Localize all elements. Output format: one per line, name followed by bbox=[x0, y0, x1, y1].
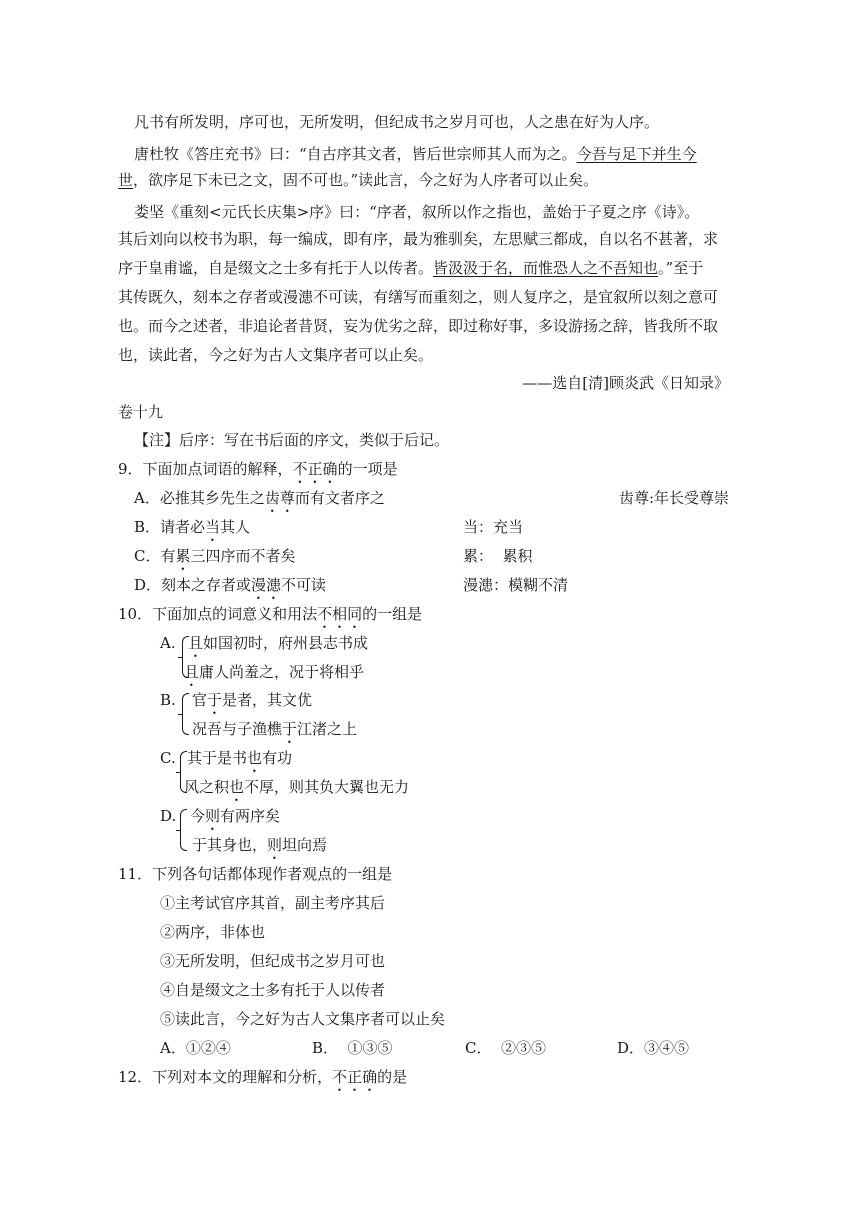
option-text: 庸人尚羞之，况于将相乎 bbox=[199, 663, 365, 681]
passage-paragraph-1: 凡书有所发明，序可也，无所发明，但纪成书之岁月可也，人之患在好为人序。 bbox=[134, 113, 660, 131]
passage-paragraph-3-line-4: 其传既久，刻本之存者或漫漶不可读，有缮写而重刻之，则人复序之，是宜叙所以刻之意可 bbox=[118, 288, 719, 306]
question-10-group-d-label: D. bbox=[160, 807, 177, 825]
dotted-word: 齿尊 bbox=[264, 489, 295, 507]
question-10-group-b-line-1 bbox=[192, 690, 312, 718]
question-12-stem bbox=[118, 1067, 407, 1095]
question-9-option-a bbox=[134, 488, 385, 516]
passage-text: 序于皇甫谧，自是缀文之士多有托于人以传者。 bbox=[118, 259, 434, 277]
passage-source-continued: 卷十九 bbox=[118, 403, 164, 421]
passage-text: ，欲序足下未已之文，固不可也。”读此言，今之好为人序者可以止矣。 bbox=[133, 171, 599, 189]
underlined-sentence: 世 bbox=[118, 171, 134, 189]
question-11-item-1: ①主考试官序其首，副主考序其后 bbox=[160, 894, 386, 912]
option-label: B．请者必 bbox=[134, 518, 206, 536]
dotted-word: 累 bbox=[175, 547, 191, 565]
option-text: 而有文者序之 bbox=[294, 489, 385, 507]
stem-text: 的是 bbox=[377, 1068, 408, 1086]
option-text: 今 bbox=[190, 807, 206, 825]
question-10-group-a-label: A. bbox=[160, 634, 176, 652]
dotted-word: 则 bbox=[205, 807, 221, 825]
passage-paragraph-3-line-1: 娄坚《重刻<元氏长庆集>序》曰：“序者，叙所以作之指也，盖始于子夏之序《诗》。 bbox=[134, 203, 700, 221]
option-text: 况吾与子渔樵 bbox=[192, 720, 283, 738]
question-10-group-c-label: C. bbox=[160, 749, 176, 767]
dotted-word: 且 bbox=[188, 634, 204, 652]
option-text: 是者，其文优 bbox=[222, 691, 313, 709]
question-10-group-d-line-2 bbox=[192, 835, 327, 863]
option-text: 坦向焉 bbox=[282, 836, 328, 854]
dotted-word: 且 bbox=[184, 663, 200, 681]
dotted-word: 于 bbox=[282, 720, 298, 738]
option-text: 官 bbox=[192, 691, 208, 709]
dotted-word: 漫漶 bbox=[251, 576, 282, 594]
question-11-item-5: ⑤读此言，今之好为古人文集序者可以止矣 bbox=[160, 1010, 446, 1028]
question-10-group-b-label: B. bbox=[160, 691, 176, 709]
brace-icon bbox=[182, 693, 189, 735]
emphasized-text: 不正确 bbox=[332, 1068, 378, 1086]
option-text: 其于是书 bbox=[187, 749, 248, 767]
option-label: A．必推其乡先生之 bbox=[134, 489, 265, 507]
question-10-group-b-line-2 bbox=[192, 719, 357, 747]
stem-text: 的一项是 bbox=[337, 460, 398, 478]
question-9-option-c-gloss: 累： 累积 bbox=[463, 547, 533, 565]
question-11-choice-b[interactable]: B． ①③⑤ bbox=[312, 1039, 393, 1057]
question-9-option-b bbox=[134, 517, 250, 545]
passage-paragraph-3-line-3 bbox=[118, 258, 703, 278]
passage-text: 唐杜牧《答庄充书》曰：“自古序其文者，皆后世宗师其人而为之。 bbox=[134, 145, 577, 163]
option-text: 于其身也， bbox=[192, 836, 268, 854]
stem-text: 12．下列对本文的理解和分析， bbox=[118, 1068, 333, 1086]
underlined-sentence: 今吾与足下并生今 bbox=[576, 145, 697, 163]
option-text: 不厚，则其负大翼也无力 bbox=[244, 778, 410, 796]
passage-note: 【注】后序：写在书后面的序文，类似于后记。 bbox=[134, 431, 450, 449]
option-text: 有功 bbox=[262, 749, 293, 767]
question-9-option-d-gloss: 漫漶：模糊不清 bbox=[463, 576, 569, 594]
question-11-item-4: ④自是缀文之士多有托于人以传者 bbox=[160, 981, 386, 999]
option-text: 有两序矣 bbox=[220, 807, 281, 825]
option-text: 风之积 bbox=[184, 778, 230, 796]
option-text: 如国初时，府州县志书成 bbox=[203, 634, 369, 652]
option-label: D．刻本之存者或 bbox=[134, 576, 252, 594]
question-10-group-d-line-1 bbox=[190, 806, 280, 834]
option-label: C．有 bbox=[134, 547, 176, 565]
option-text: 江渚之上 bbox=[297, 720, 358, 738]
dotted-word: 也 bbox=[247, 749, 263, 767]
emphasized-text: 不相同 bbox=[317, 605, 363, 623]
stem-text: 的一组是 bbox=[362, 605, 423, 623]
question-9-option-b-gloss: 当：充当 bbox=[463, 518, 524, 536]
option-text: 三四序而不者矣 bbox=[190, 547, 296, 565]
question-11-stem: 11．下列各句话都体现作者观点的一组是 bbox=[118, 865, 393, 883]
dotted-word: 当 bbox=[205, 518, 221, 536]
underlined-sentence: 皆汲汲于名，而惟恐人之不吾知也 bbox=[433, 259, 659, 277]
question-10-group-a-line-1 bbox=[188, 633, 368, 661]
option-text: 不可读 bbox=[281, 576, 327, 594]
passage-paragraph-2-line-2 bbox=[118, 170, 598, 190]
passage-paragraph-2-line-1 bbox=[134, 144, 697, 164]
stem-text: 10．下面加点的词意义和用法 bbox=[118, 605, 318, 623]
question-9-option-c bbox=[134, 546, 296, 574]
question-11-item-2: ②两序，非体也 bbox=[160, 923, 266, 941]
dotted-word: 于 bbox=[207, 691, 223, 709]
question-10-group-c-line-2 bbox=[184, 777, 409, 805]
question-10-group-c-line-1 bbox=[187, 748, 292, 776]
question-11-item-3: ③无所发明，但纪成书之岁月可也 bbox=[160, 952, 386, 970]
question-10-stem bbox=[118, 604, 422, 632]
question-11-choice-a[interactable]: A．①②④ bbox=[160, 1039, 231, 1057]
question-11-choice-d[interactable]: D．③④⑤ bbox=[617, 1039, 690, 1057]
brace-icon bbox=[180, 809, 187, 851]
question-11-choice-c[interactable]: C． ②③⑤ bbox=[465, 1039, 547, 1057]
stem-text: 9．下面加点词语的解释， bbox=[118, 460, 293, 478]
question-9-stem bbox=[118, 459, 398, 487]
dotted-word: 也 bbox=[229, 778, 245, 796]
option-text: 其人 bbox=[220, 518, 251, 536]
question-9-option-a-gloss: 齿尊:年长受尊崇 bbox=[618, 489, 729, 507]
passage-paragraph-3-line-2: 其后刘向以校书为职，每一编成，即有序，最为雅驯矣，左思赋三都成，自以名不甚著，求 bbox=[118, 230, 719, 248]
dotted-word: 则 bbox=[267, 836, 283, 854]
passage-paragraph-3-line-5: 也。而今之述者，非追论者昔贤，妄为优劣之辞，即过称好事，多设游扬之辞，皆我所不取 bbox=[118, 317, 719, 335]
question-9-option-d bbox=[134, 575, 326, 603]
passage-source: ——选自[清]顾炎武《日知录》 bbox=[522, 374, 729, 392]
emphasized-text: 不正确 bbox=[292, 460, 338, 478]
question-10-group-a-line-2 bbox=[184, 662, 364, 690]
passage-paragraph-3-line-6: 也，读此者，今之好为古人文集序者可以止矣。 bbox=[118, 346, 434, 364]
passage-text: 。”至于 bbox=[658, 259, 704, 277]
